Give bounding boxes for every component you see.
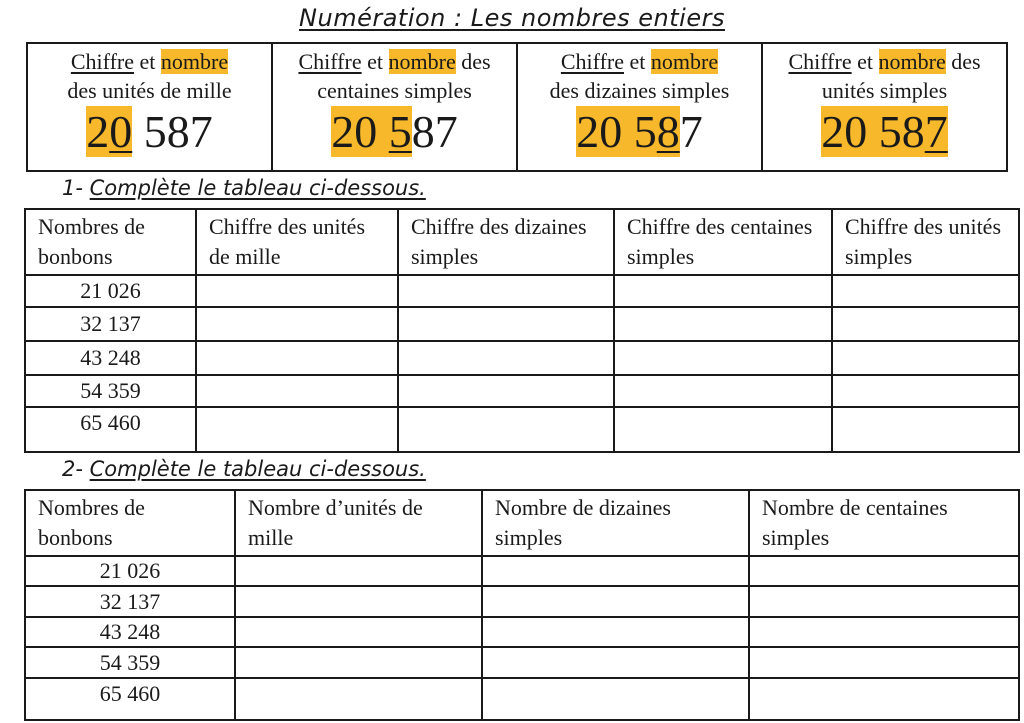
header-cell: Nombres de bonbons [25,209,196,275]
candy-count: 43 248 [25,617,235,647]
example-number: 20 587 [86,106,213,157]
reference-table [26,42,1008,172]
answer-cell[interactable] [749,617,1019,647]
answer-cell[interactable] [482,586,749,617]
candy-count: 54 359 [25,375,196,407]
table-row [25,678,1019,720]
answer-cell[interactable] [482,647,749,678]
answer-cell[interactable] [749,678,1019,720]
page-title: Numération : Les nombres entiers [299,4,725,32]
answer-cell[interactable] [398,375,614,407]
table-row [25,617,1019,647]
header-cell: Chiffre des unités de mille [196,209,398,275]
candy-count: 21 026 [25,275,196,307]
answer-cell[interactable] [398,307,614,341]
answer-cell[interactable] [749,647,1019,678]
header-cell: Chiffre des dizaines simples [398,209,614,275]
answer-cell[interactable] [235,556,482,586]
exercise-2-table [24,489,1020,721]
header-cell: Nombres de bonbons [25,490,235,556]
candy-count: 65 460 [25,407,196,452]
table-row [25,375,1019,407]
answer-cell[interactable] [614,275,832,307]
table-row [25,275,1019,307]
answer-cell[interactable] [832,307,1019,341]
reference-cell-centaines-simples: Chiffre et nombre des centaines simples 20 587 [272,43,517,171]
answer-cell[interactable] [482,556,749,586]
exercise-2-instruction: 2- Complète le tableau ci-dessous. [62,457,426,481]
answer-cell[interactable] [832,407,1019,452]
answer-cell[interactable] [235,586,482,617]
header-cell: Nombre de centaines simples [749,490,1019,556]
reference-cell-unites-de-mille: Chiffre et nombre des unités de mille 20 587 [27,43,272,171]
candy-count: 65 460 [25,678,235,720]
answer-cell[interactable] [614,375,832,407]
header-cell: Chiffre des centaines simples [614,209,832,275]
candy-count: 32 137 [25,586,235,617]
exercise-1-instruction: 1- Complète le tableau ci-dessous. [62,176,426,200]
answer-cell[interactable] [614,307,832,341]
answer-cell[interactable] [398,275,614,307]
answer-cell[interactable] [235,647,482,678]
candy-count: 21 026 [25,556,235,586]
answer-cell[interactable] [196,375,398,407]
answer-cell[interactable] [196,341,398,375]
example-number: 20 587 [576,106,703,157]
answer-cell[interactable] [196,307,398,341]
example-number: 20 587 [821,106,948,157]
table-row [25,586,1019,617]
example-number: 20 587 [331,106,458,157]
candy-count: 32 137 [25,307,196,341]
table-row [25,556,1019,586]
answer-cell[interactable] [749,556,1019,586]
answer-cell[interactable] [235,617,482,647]
answer-cell[interactable] [482,678,749,720]
answer-cell[interactable] [614,407,832,452]
table-row [25,341,1019,375]
reference-cell-dizaines-simples: Chiffre et nombre des dizaines simples 20 587 [517,43,762,171]
answer-cell[interactable] [832,275,1019,307]
answer-cell[interactable] [482,617,749,647]
table-row [25,647,1019,678]
answer-cell[interactable] [832,375,1019,407]
table-row [25,307,1019,341]
header-cell: Chiffre des unités simples [832,209,1019,275]
answer-cell[interactable] [832,341,1019,375]
answer-cell[interactable] [398,341,614,375]
answer-cell[interactable] [196,275,398,307]
header-cell: Nombre d’unités de mille [235,490,482,556]
answer-cell[interactable] [614,341,832,375]
header-cell: Nombre de dizaines simples [482,490,749,556]
exercise-1-table [24,208,1020,453]
answer-cell[interactable] [398,407,614,452]
table-row [25,407,1019,452]
answer-cell[interactable] [235,678,482,720]
answer-cell[interactable] [749,586,1019,617]
answer-cell[interactable] [196,407,398,452]
candy-count: 54 359 [25,647,235,678]
candy-count: 43 248 [25,341,196,375]
reference-cell-unites-simples: Chiffre et nombre des unités simples 20 587 [762,43,1007,171]
